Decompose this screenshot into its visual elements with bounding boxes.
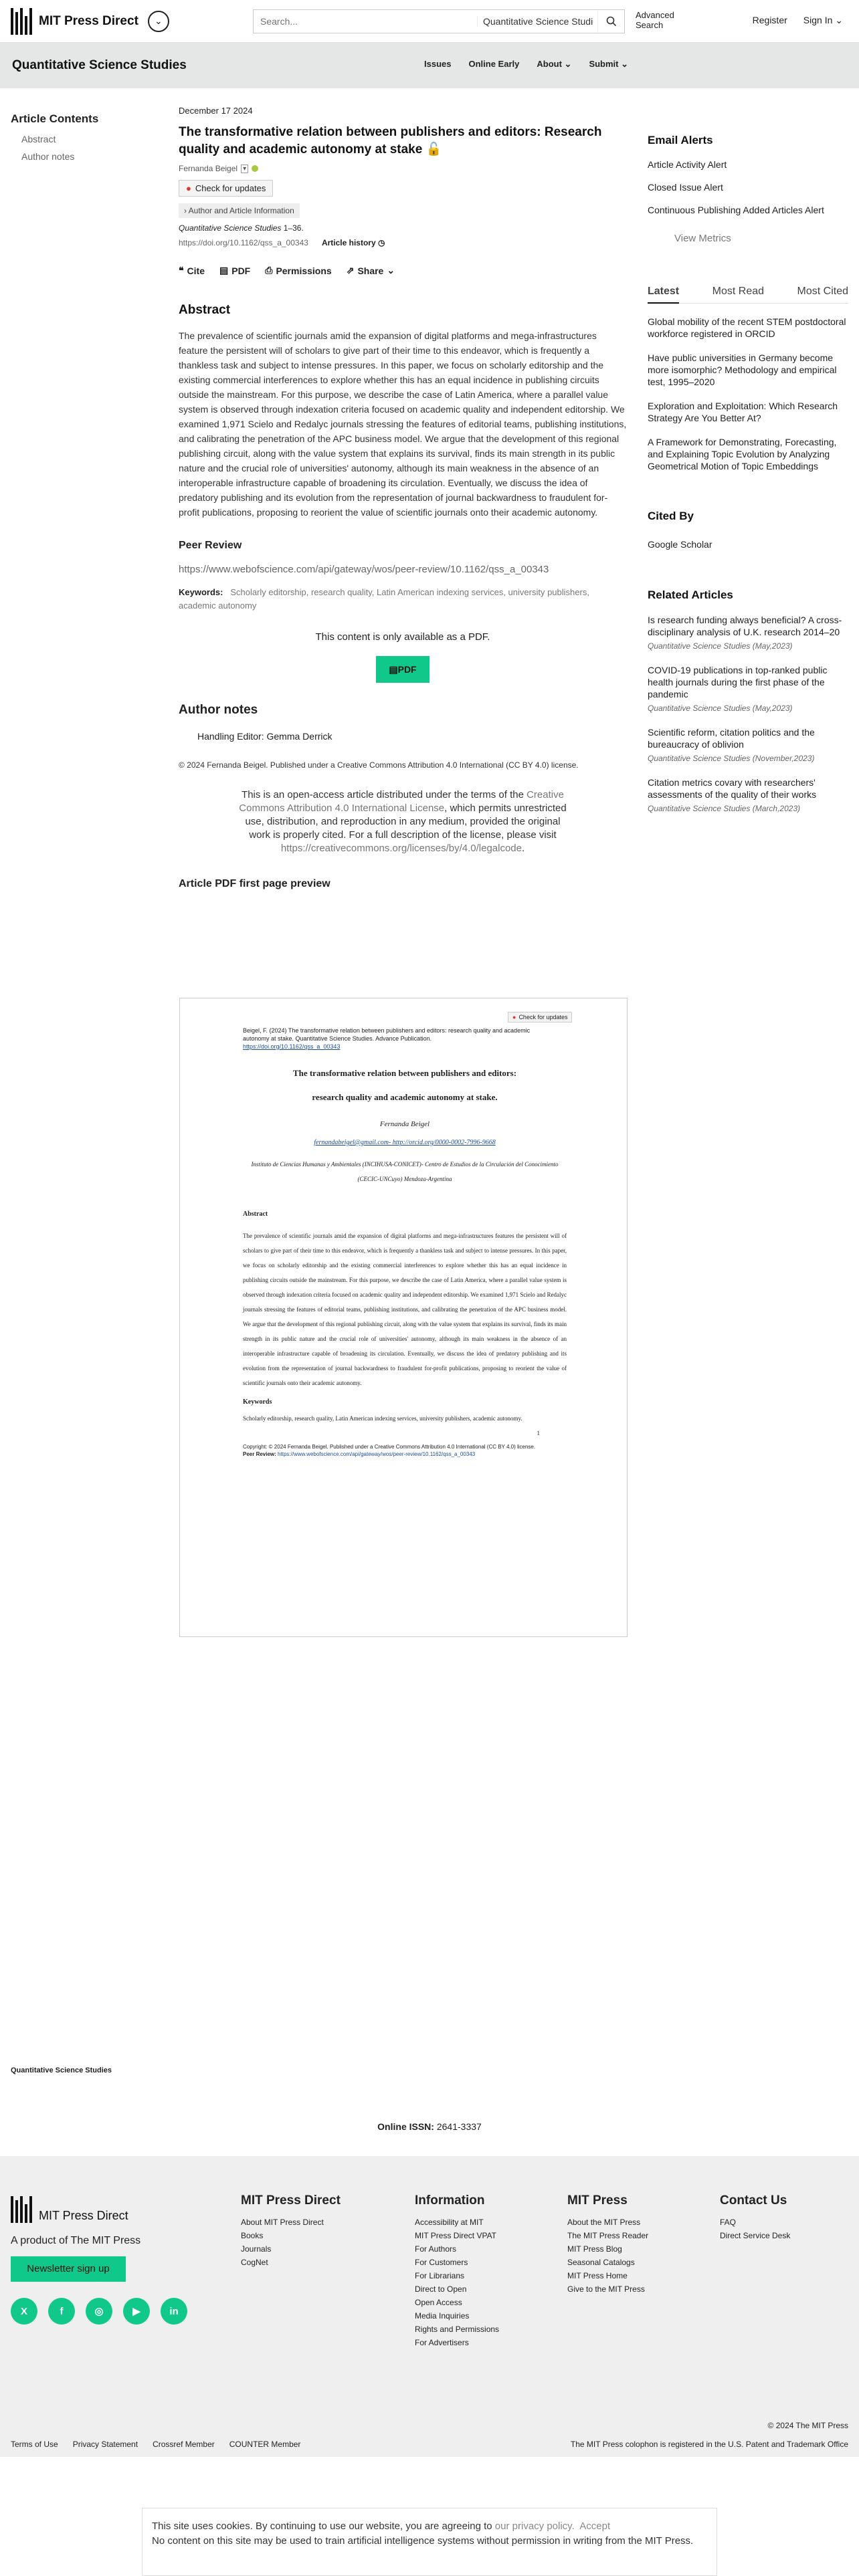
footer-link[interactable]: Books (241, 2231, 264, 2240)
privacy-link[interactable]: Privacy Statement (72, 2440, 138, 2449)
nav-about-label: About (537, 59, 562, 69)
instagram-icon[interactable]: ◎ (86, 2298, 112, 2325)
keywords (179, 586, 627, 613)
journal-bar (0, 43, 859, 88)
linkedin-icon[interactable]: in (161, 2298, 187, 2325)
author-info-toggle[interactable] (179, 203, 300, 218)
pdf-preview-heading: Article PDF first page preview (179, 878, 330, 889)
issn (0, 2121, 859, 2132)
article-history-label: Article history (321, 238, 376, 247)
clock-icon: ◷ (377, 238, 385, 247)
cited-by-heading: Cited By (648, 510, 694, 522)
site-header (0, 0, 859, 43)
pdf-footer (243, 1443, 567, 1458)
terms-link[interactable]: Terms of Use (11, 2440, 58, 2449)
footer-link[interactable]: For Advertisers (415, 2338, 469, 2347)
pdf-download-label: PDF (397, 664, 417, 675)
pdf-copyright: Copyright: © 2024 Fernanda Beigel. Published under a Creative Commons Attribution 4.0 International (CC BY 4.0) license. (243, 1444, 536, 1450)
doi-row (179, 238, 627, 247)
alert-article-activity[interactable]: Article Activity Alert (648, 159, 727, 170)
footer-col-contact (720, 2193, 790, 2244)
cookie-text-1: This site uses cookies. By continuing to use our website, you are agreeing to (152, 2520, 495, 2532)
latest-article-1[interactable]: Global mobility of the recent STEM postdoctoral workforce registered in ORCID (648, 316, 846, 339)
pdf-abstract-heading: Abstract (243, 1210, 268, 1218)
citation-line (179, 223, 627, 233)
toc-abstract[interactable]: Abstract (21, 134, 56, 144)
colophon-notice: The MIT Press colophon is registered in the U.S. Patent and Trademark Office (570, 2440, 848, 2449)
cc-license-link[interactable]: Creative Commons Attribution 4.0 International License (239, 789, 564, 814)
article-contents-title: Article Contents (11, 112, 99, 125)
footer-link[interactable]: CogNet (241, 2258, 268, 2267)
author-info-label: Author and Article Information (188, 206, 294, 215)
journal-title[interactable]: Quantitative Science Studies (12, 58, 187, 72)
pdf-citation-doi: https://doi.org/10.1162/qss_a_00343 (243, 1043, 341, 1050)
tab-latest[interactable]: Latest (648, 286, 679, 304)
chevron-down-icon: ⌄ (835, 15, 843, 25)
citation-pages: 1–36. (281, 223, 304, 233)
view-metrics-button[interactable]: View Metrics (674, 233, 731, 244)
license-statement: © 2024 Fernanda Beigel. Published under a Creative Commons Attribution 4.0 International (CC BY 4.0) license. (179, 760, 579, 770)
alert-continuous-publishing[interactable]: Continuous Publishing Added Articles Alert (648, 205, 824, 215)
social-links (11, 2298, 187, 2325)
handling-editor: Handling Editor: Gemma Derrick (197, 731, 332, 742)
pdf-peer-url: https://www.webofscience.com/api/gateway/wos/peer-review/10.1162/qss_a_00343 (278, 1451, 476, 1457)
abstract-text: The prevalence of scientific journals amid the expansion of digital platforms and mega-infrastructures feature the persistent will of scholars to give part of their time to this endeavor, which is frequently a thankless task and subject to intense pressures. In this paper, we focus on scholarly editorship and the existing commercial interferences to explore whether this has an equal incidence in publishing circuits outside the mainstream. For this purpose, we describe the case of Latin America, where a parallel value system is observed through indexation criteria focused on academic quality and independent editorship. We examined 1,971 Scielo and Redalyc journals stressing the features of editorial teams, publishing institutions, and calibrating the penetration of the APC business model. We argue that the development of this regional publishing circuit, along with the value system that explains its survival, finds its main strength in its public nature and the crucial role of universities' autonomy, although its main weakness in the absence of an interoperable infrastructure capable of broadening its circulation. Eventually, we discuss the idea of predatory publishing and its evolution from the representation of journal backwardness to fraudulent for-profit publications, proposing to reorient the value of scientific journals onto their academic autonomy. (179, 330, 627, 518)
footer-link[interactable]: For Customers (415, 2258, 468, 2267)
pdf-email-orcid: fernandabeigel@gmail.com- http://orcid.org/0000-0002-7996-9668 (314, 1139, 496, 1146)
permissions-label: Permissions (276, 265, 332, 276)
site-logo-text[interactable]: MIT Press Direct (39, 13, 138, 28)
pdf-button[interactable] (219, 265, 250, 276)
footer-link[interactable]: Rights and Permissions (415, 2325, 500, 2334)
journal-nav (424, 59, 628, 70)
related-title: COVID-19 publications in top-ranked public health journals during the first phase of the pandemic (648, 665, 828, 700)
issn-label: Online ISSN: (377, 2121, 434, 2132)
chevron-down-icon: ⌄ (387, 265, 395, 276)
related-articles-heading: Related Articles (648, 588, 733, 601)
pdf-keywords-text: Scholarly editorship, research quality, Latin American indexing services, university publishers, academic autonomy. (243, 1415, 522, 1422)
footer-link[interactable]: MIT Press Blog (567, 2244, 622, 2254)
footer-col-mit-press (567, 2193, 648, 2298)
footer-link[interactable]: Give to the MIT Press (567, 2284, 645, 2294)
search-scope-select[interactable]: Quantitative Science Studi (477, 16, 597, 27)
footer-link[interactable]: Direct Service Desk (720, 2231, 791, 2240)
nav-issues[interactable]: Issues (424, 59, 452, 69)
google-scholar-link[interactable]: Google Scholar (648, 539, 712, 550)
check-updates-label: Check for updates (195, 183, 266, 193)
chevron-down-icon: ⌄ (621, 59, 629, 69)
article-history-link[interactable] (322, 238, 385, 247)
article-list-tabs (648, 286, 848, 304)
footer-legal-links (11, 2440, 300, 2449)
nav-online-early[interactable]: Online Early (468, 59, 520, 69)
related-title: Scientific reform, citation politics and the bureaucracy of oblivion (648, 727, 815, 750)
share-button[interactable] (347, 265, 395, 276)
pdf-peer-label: Peer Review: (243, 1451, 276, 1457)
footer-link[interactable]: Seasonal Catalogs (567, 2258, 635, 2267)
pdf-only-notice: This content is only available as a PDF. (315, 631, 490, 643)
footer-link[interactable]: MIT Press Home (567, 2271, 628, 2280)
footer-link[interactable]: MIT Press Direct VPAT (415, 2231, 497, 2240)
search-input[interactable] (254, 16, 477, 27)
pdf-label: PDF (231, 265, 251, 276)
mit-press-logo-icon (11, 2196, 32, 2223)
chevron-down-icon[interactable]: ⌄ (148, 11, 169, 32)
pdf-page-content (243, 1020, 567, 1458)
chevron-down-icon: ⌄ (564, 59, 572, 69)
cc-legalcode-link[interactable]: https://creativecommons.org/licenses/by/4.0/legalcode (280, 843, 522, 854)
footer-col-information (415, 2193, 499, 2351)
keywords-list[interactable]: Scholarly editorship, research quality, Latin American indexing services, university publishers, academic autonomy (179, 587, 589, 611)
footer-link[interactable]: Media Inquiries (415, 2311, 470, 2321)
cookie-text-2: No content on this site may be used to train artificial intelligence systems without permission in writing from the MIT Press. (152, 2535, 694, 2547)
pdf-first-page-preview[interactable] (179, 998, 628, 1637)
pdf-title-line-2: research quality and academic autonomy at stake. (312, 1092, 498, 1102)
pdf-check-updates-label: Check for updates (518, 1014, 568, 1021)
oa-text-1: This is an open-access article distributed under the terms of the (242, 789, 527, 800)
footer-logo-text: MIT Press Direct (39, 2209, 128, 2222)
search-bar (253, 9, 625, 33)
open-access-lock-icon: 🔓 (425, 142, 442, 156)
pdf-citation-text: Beigel, F. (2024) The transformative relation between publishers and editors: research quality and academic autonomy at stake. Quantitative Science Studies. Advance Publication. (243, 1027, 531, 1042)
related-article-2[interactable] (648, 664, 848, 714)
share-icon: ⇗ (346, 265, 355, 276)
article-actions (179, 265, 627, 276)
alert-closed-issue[interactable]: Closed Issue Alert (648, 182, 723, 193)
pdf-icon: ▤ (219, 265, 229, 276)
pdf-download-button[interactable] (376, 656, 430, 683)
tab-most-read[interactable]: Most Read (712, 286, 765, 297)
article-main (179, 106, 627, 890)
article-title (179, 124, 627, 158)
author-name[interactable]: Fernanda Beigel (179, 164, 238, 173)
counter-link[interactable]: COUNTER Member (229, 2440, 301, 2449)
mit-press-logo-icon[interactable] (11, 8, 32, 35)
author-dropdown-icon[interactable]: ▾ (241, 165, 248, 173)
related-article-1[interactable] (648, 614, 848, 652)
pdf-title-line-1: The transformative relation between publishers and editors: (292, 1068, 517, 1078)
toc-author-notes[interactable]: Author notes (21, 151, 75, 162)
related-article-4[interactable] (648, 776, 848, 815)
footer-link[interactable]: FAQ (720, 2218, 737, 2227)
footer-link[interactable]: Accessibility at MIT (415, 2218, 484, 2227)
pdf-page-number: 1 (537, 1430, 540, 1436)
peer-review-heading: Peer Review (179, 540, 242, 551)
check-updates-button[interactable] (179, 180, 273, 197)
footer-link[interactable]: About the MIT Press (567, 2218, 641, 2227)
right-sidebar (648, 134, 848, 815)
pdf-citation (243, 1027, 557, 1051)
doi-link[interactable]: https://doi.org/10.1162/qss_a_00343 (179, 238, 308, 247)
nav-submit-label: Submit (589, 59, 619, 69)
latest-article-3[interactable]: Exploration and Exploitation: Which Research Strategy Are You Better At? (648, 401, 838, 423)
related-title: Is research funding always beneficial? A cross-disciplinary analysis of U.K. research 2014–20 (648, 615, 842, 637)
footer-link[interactable]: Direct to Open (415, 2284, 467, 2294)
footer-journal-name[interactable]: Quantitative Science Studies (11, 2066, 112, 2074)
keywords-label: Keywords: (179, 587, 223, 597)
related-meta: Quantitative Science Studies (May,2023) (648, 704, 793, 713)
nav-about[interactable] (537, 59, 571, 70)
search-button[interactable] (597, 10, 624, 33)
open-access-statement (239, 788, 567, 855)
pdf-abstract-text: The prevalence of scientific journals amid the expansion of digital platforms and mega-infrastructures features the persistent will of scholars to give part of their time to this endeavor, which is frequently a thankless task and subject to intense pressures. In this paper, we focus on scholarly editorship and the existing commercial interferences to explore whether this has an equal incidence in publishing circuits outside the mainstream. For this purpose, we describe the case of Latin America, where a parallel value system is observed through indexation criteria focused on academic quality and independent editorship. We examined 1,971 Scielo and Redalyc journals stressing the features of editorial teams, publishing institutions, and calibrating the penetration of the APC business model. We argue that the development of this regional publishing circuit, along with the value system that explains its survival, finds its main strength in its public nature and the crucial role of universities' autonomy, although its main weakness in the absence of an interoperable infrastructure capable of broadening its circulation. Eventually, we discuss the idea of predatory publishing and its evolution from the representation of journal backwardness to fraudulent for-profit publications, proposing to reorient the value of scientific journals onto their academic autonomy. (243, 1232, 567, 1386)
related-meta: Quantitative Science Studies (March,2023) (648, 804, 801, 813)
product-of-text: A product of The MIT Press (11, 2235, 141, 2246)
crossmark-icon: ● (512, 1014, 516, 1021)
related-article-3[interactable] (648, 726, 848, 764)
pdf-institution: Instituto de Ciencias Humanas y Ambientales (INCIHUSA-CONICET)- Centro de Estudios de la Circulación del Conocimiento (CECIC-UNCuyo) Mendoza-Argentina (251, 1161, 559, 1182)
x-icon[interactable]: X (11, 2298, 37, 2325)
sign-in-label: Sign In (803, 15, 833, 25)
footer-link[interactable]: The MIT Press Reader (567, 2231, 649, 2240)
latest-article-4[interactable]: A Framework for Demonstrating, Forecasting, and Explaining Topic Evolution by Analyzing Geometrical Motion of Topic Embeddings (648, 437, 837, 471)
cite-button[interactable] (179, 265, 205, 276)
footer-col-title: MIT Press Direct (241, 2193, 341, 2208)
footer-copyright: © 2024 The MIT Press (767, 2421, 848, 2430)
peer-review-link[interactable]: https://www.webofscience.com/api/gateway/wos/peer-review/10.1162/qss_a_00343 (179, 564, 549, 575)
facebook-icon[interactable]: f (48, 2298, 75, 2325)
footer-link[interactable]: For Authors (415, 2244, 457, 2254)
oa-text-end: . (522, 843, 525, 854)
advanced-search-link[interactable]: Advanced Search (636, 10, 674, 30)
issn-value: 2641-3337 (434, 2121, 482, 2132)
related-meta: Quantitative Science Studies (November,2023) (648, 754, 815, 763)
accept-cookies-button[interactable]: Accept (579, 2520, 611, 2532)
nav-submit[interactable] (589, 59, 628, 70)
author-line (179, 164, 627, 173)
citation-journal: Quantitative Science Studies (179, 223, 282, 233)
permissions-button[interactable] (265, 265, 331, 276)
footer-link[interactable]: Journals (241, 2244, 272, 2254)
footer-col-title: MIT Press (567, 2193, 628, 2208)
orcid-icon[interactable] (252, 165, 258, 172)
footer-link[interactable]: About MIT Press Direct (241, 2218, 324, 2227)
quote-icon: ❝ (179, 265, 184, 276)
pdf-author: Fernanda Beigel (379, 1120, 430, 1128)
site-footer (0, 2156, 859, 2457)
footer-logo[interactable] (11, 2196, 128, 2223)
email-alerts-heading: Email Alerts (648, 134, 713, 146)
latest-article-2[interactable]: Have public universities in Germany become more isomorphic? Methodology and empirical test, 1995–2020 (648, 352, 837, 387)
article-contents (11, 112, 145, 169)
youtube-icon[interactable]: ▶ (123, 2298, 150, 2325)
printer-icon: ⎙ (265, 265, 273, 276)
pdf-icon: ▤ (389, 664, 398, 675)
register-link[interactable]: Register (752, 15, 787, 25)
related-title: Citation metrics covary with researchers' assessments of the quality of their works (648, 777, 817, 800)
sign-in-link[interactable] (803, 15, 843, 26)
footer-col-title: Contact Us (720, 2193, 787, 2208)
abstract-heading: Abstract (179, 303, 231, 317)
search-icon (606, 16, 617, 27)
crossref-link[interactable]: Crossref Member (153, 2440, 215, 2449)
privacy-policy-link[interactable]: our privacy policy. (494, 2520, 575, 2532)
tab-most-cited[interactable]: Most Cited (797, 286, 848, 297)
crossmark-icon: ● (186, 183, 191, 193)
footer-col-title: Information (415, 2193, 485, 2208)
share-label: Share (357, 265, 384, 276)
chevron-right-icon: › (184, 206, 187, 215)
newsletter-signup-button[interactable]: Newsletter sign up (11, 2256, 126, 2282)
footer-link[interactable]: For Librarians (415, 2271, 465, 2280)
publication-date: December 17 2024 (179, 106, 253, 116)
footer-link[interactable]: Open Access (415, 2298, 462, 2307)
pdf-keywords-heading: Keywords (243, 1398, 272, 1406)
related-meta: Quantitative Science Studies (May,2023) (648, 641, 793, 651)
oa-text-2: , which permits unrestricted use, distribution, and reproduction in any medium, provided the original work is properly cited. For a full description of the license, please visit (245, 802, 567, 841)
author-notes-heading: Author notes (179, 703, 258, 717)
footer-col-mit-press-direct (241, 2193, 341, 2271)
article-title-text: The transformative relation between publishers and editors: Research quality and academic autonomy at stake (179, 125, 602, 156)
cookie-banner (142, 2508, 717, 2576)
cite-label: Cite (187, 265, 205, 276)
